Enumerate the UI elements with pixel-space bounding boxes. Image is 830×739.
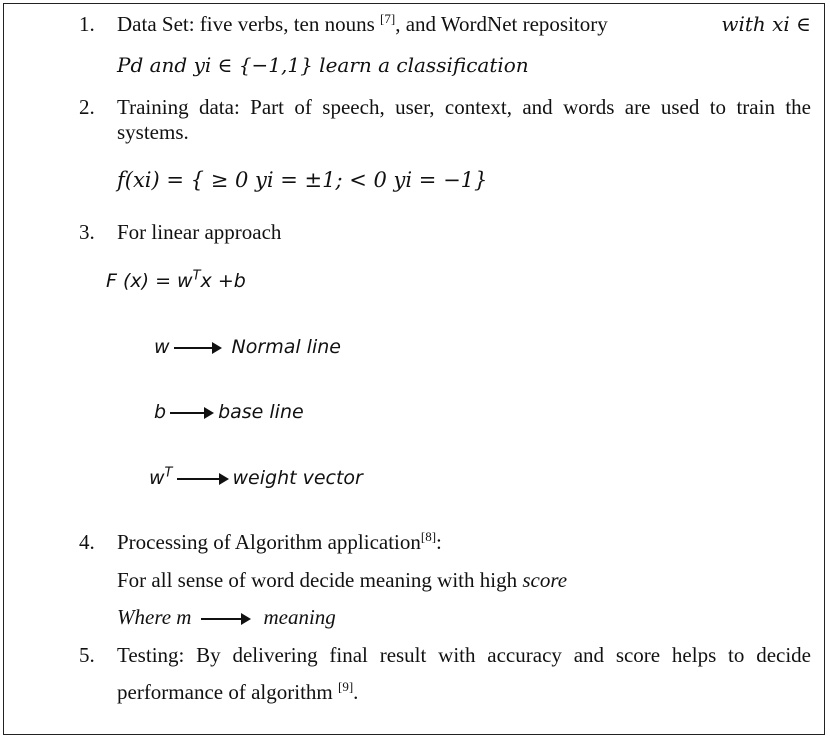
item-1-math-start: with xi ∈ [721, 12, 811, 36]
item-1-number: 1. [79, 12, 95, 36]
item-5-line1 [117, 643, 811, 668]
item-2-text: Training data: Part of speech, user, context, and words are used to train the [117, 95, 811, 119]
item-4-ref: [8] [420, 529, 437, 544]
item-5-number: 5. [79, 643, 95, 667]
item-5-ref: [9] [338, 679, 354, 694]
def-normal-line [154, 336, 341, 358]
def-meaning: Normal line [231, 336, 341, 358]
def-symbol: b [154, 401, 167, 423]
arrow-icon [177, 478, 227, 480]
def-base-line [154, 401, 304, 423]
item-3-number: 3. [79, 220, 95, 244]
item-5-line2: performance of algorithm [9]. [117, 679, 359, 704]
item-2-formula: f(xi) = { ≥ 0 yi = ±1; < 0 yi = −1} [117, 168, 488, 192]
item-1-line1 [117, 12, 811, 37]
def-weight-vector: $w^T$ weight vector [149, 465, 363, 489]
item-4-number: 4. [79, 530, 95, 554]
def-symbol: w [149, 467, 165, 489]
item-5-text: Testing: By delivering final result with accuracy and score helps to decide [117, 643, 811, 667]
item-4-line1: Processing of Algorithm application[8]: [117, 529, 442, 554]
item-1-text: Data Set: five verbs, ten nouns [7], and WordNet repository [117, 11, 608, 36]
item-2-number: 2. [79, 95, 95, 119]
item-1-ref: [7] [380, 11, 396, 26]
item-1-math-line2: Pd and yi ∈ {−1,1} learn a classification [117, 53, 529, 77]
item-4-line2: For all sense of word decide meaning with high score [117, 568, 568, 592]
arrow-icon [170, 412, 212, 414]
def-symbol: w [154, 336, 170, 358]
item-3-text: For linear approach [117, 220, 282, 244]
arrow-icon [201, 618, 249, 620]
def-meaning: base line [218, 401, 304, 423]
def-meaning: weight vector [232, 467, 363, 489]
arrow-icon [174, 347, 220, 349]
item-2-line2: systems. [117, 120, 189, 144]
item-2-line1 [117, 95, 811, 120]
item-4-line3: Where m meaning [117, 605, 336, 629]
item-3-formula: F $(x) = w^Tx +b$ [106, 268, 246, 292]
